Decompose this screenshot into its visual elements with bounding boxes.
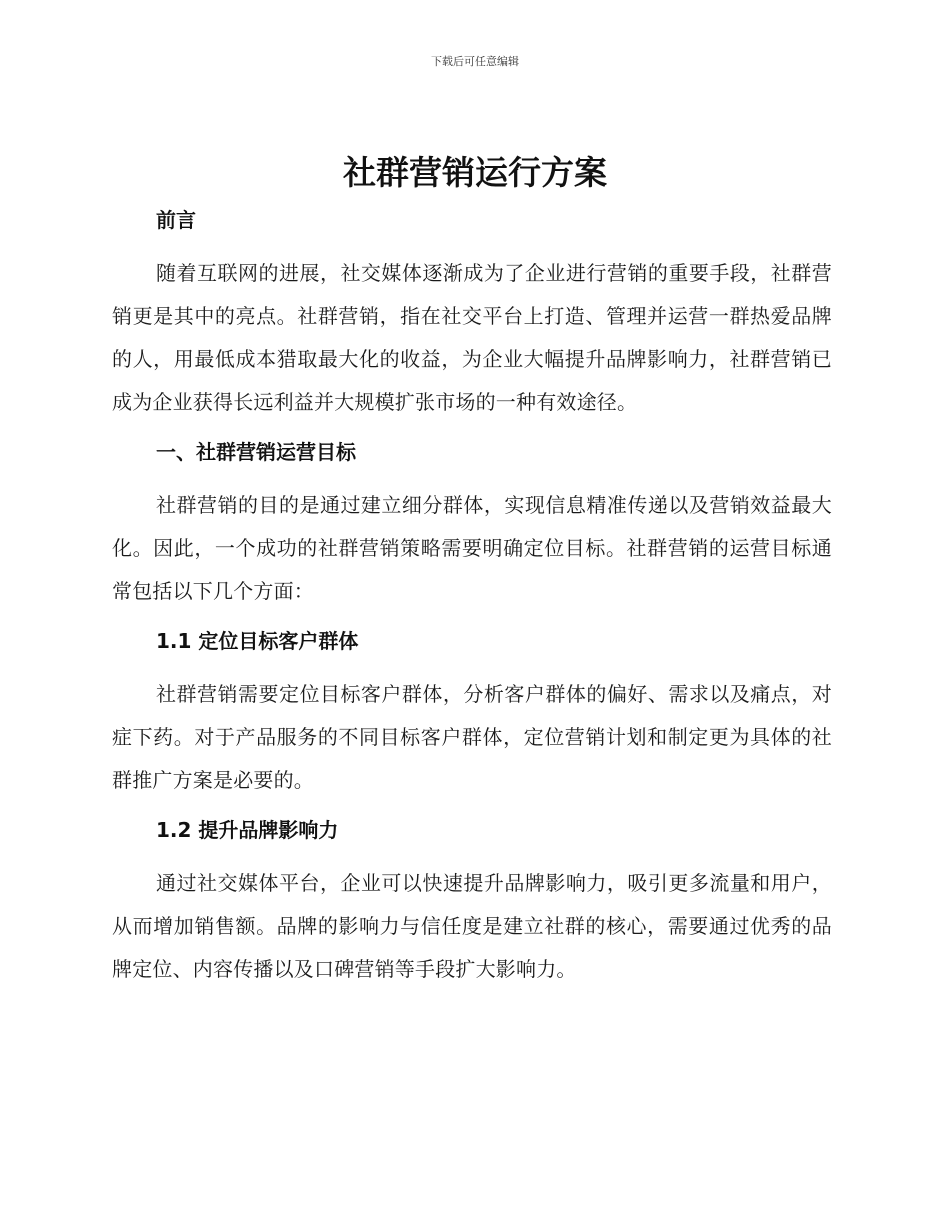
section-heading-goals: 一、社群营销运营目标 [156, 440, 356, 464]
document-title: 社群营销运行方案 [343, 153, 607, 192]
section-paragraph-brand-influence: 通过社交媒体平台，企业可以快速提升品牌影响力，吸引更多流量和用户，从而增加销售额。品牌的影响力与信任度是建立社群的核心，需要通过优秀的品牌定位、内容传播以及口碑营销等手段扩大影响力。 [112, 871, 832, 981]
section-paragraph-target-customers: 社群营销需要定位目标客户群体，分析客户群体的偏好、需求以及痛点，对症下药。对于产品服务的不同目标客户群体，定位营销计划和制定更为具体的社群推广方案是必要的。 [112, 682, 832, 792]
section-paragraph-preface: 随着互联网的进展，社交媒体逐渐成为了企业进行营销的重要手段，社群营销更是其中的亮点。社群营销，指在社交平台上打造、管理并运营一群热爱品牌的人，用最低成本猎取最大化的收益，为企业大幅提升品牌影响力，社群营销已成为企业获得长远利益并大规模扩张市场的一种有效途径。 [112, 261, 832, 414]
section-heading-brand-influence: 1.2 提升品牌影响力 [156, 818, 339, 842]
section-target-customers [112, 621, 832, 802]
section-heading-preface: 前言 [156, 208, 196, 232]
section-preface [112, 200, 832, 424]
document-body [112, 200, 832, 991]
section-heading-target-customers: 1.1 定位目标客户群体 [156, 629, 359, 653]
page-header-note: 下载后可任意编辑 [431, 55, 519, 68]
section-paragraph-goals: 社群营销的目的是通过建立细分群体，实现信息精准传递以及营销效益最大化。因此，一个成功的社群营销策略需要明确定位目标。社群营销的运营目标通常包括以下几个方面： [112, 493, 832, 603]
section-goals [112, 432, 832, 613]
section-brand-influence [112, 810, 832, 991]
